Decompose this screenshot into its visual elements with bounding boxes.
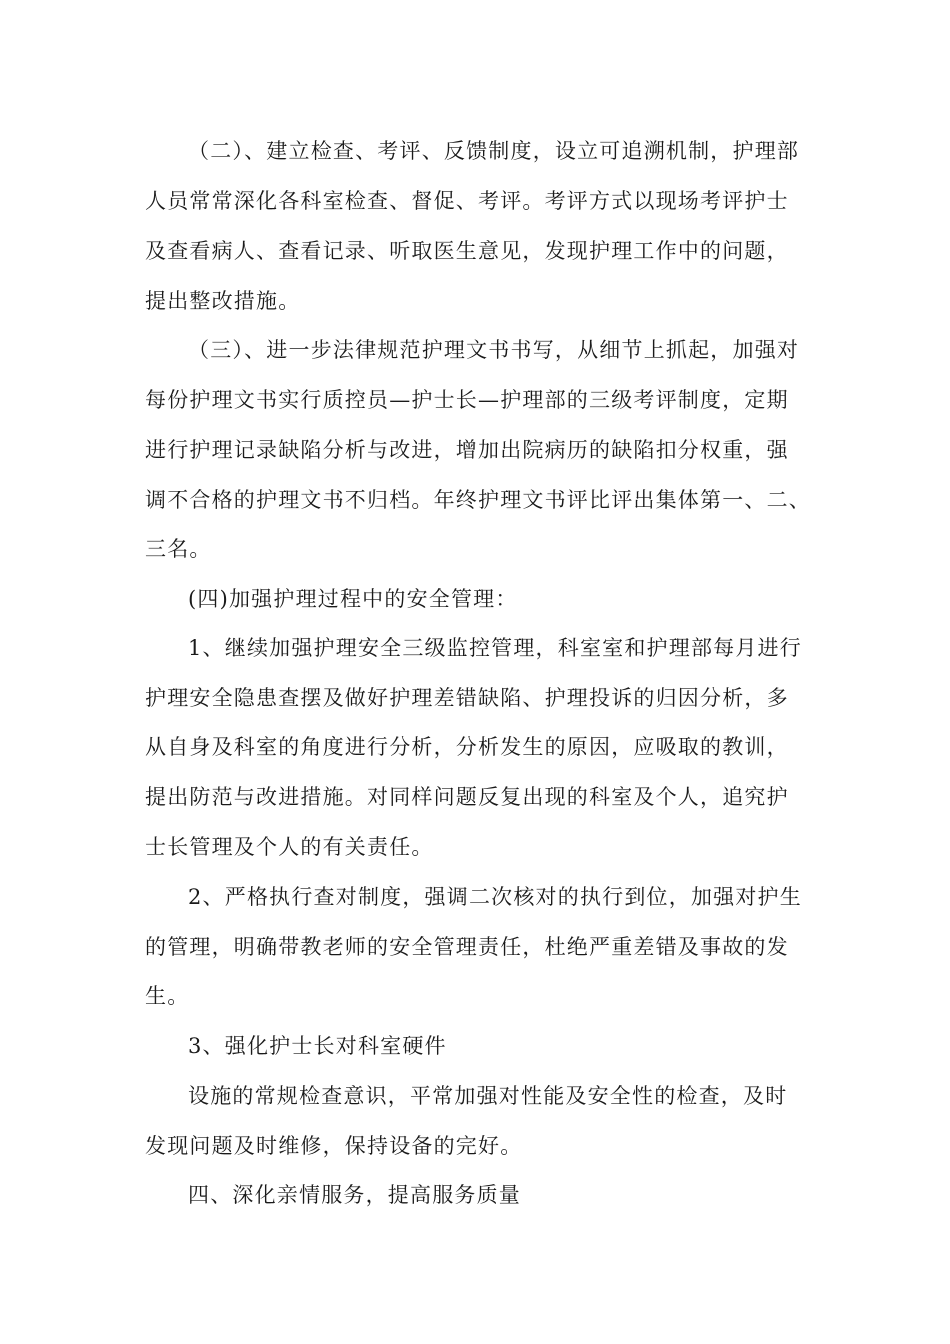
text-line: 3、强化护士长对科室硬件 [188,1034,447,1058]
text-line: 调不合格的护理文书不归档。年终护理文书评比评出集体第一、二、 [145,488,811,512]
text-line: 提出整改措施。 [145,289,301,313]
text-line: 进行护理记录缺陷分析与改进，增加出院病历的缺陷扣分权重，强 [145,438,789,462]
text-line: 士长管理及个人的有关责任。 [145,835,434,859]
text-line: 三名。 [145,537,212,561]
text-line: 发现问题及时维修，保持设备的完好。 [145,1134,523,1158]
text-line: （三）、进一步法律规范护理文书书写，从细节上抓起，加强对 [188,338,800,362]
text-line: 的管理，明确带教老师的安全管理责任，杜绝严重差错及事故的发 [145,935,789,959]
section-heading: 四、深化亲情服务，提高服务质量 [188,1183,521,1207]
text-line: 及查看病人、查看记录、听取医生意见，发现护理工作中的问题， [145,239,789,263]
text-line: （二）、建立检查、考评、反馈制度，设立可追溯机制，护理部 [188,139,800,163]
text-line: 生。 [145,984,190,1008]
text-line: 2、严格执行查对制度，强调二次核对的执行到位，加强对护生 [188,885,802,909]
text-line: 人员常常深化各科室检查、督促、考评。考评方式以现场考评护士 [145,189,789,213]
text-line: 提出防范与改进措施。对同样问题反复出现的科室及个人，追究护 [145,785,789,809]
text-line: 设施的常规检查意识，平常加强对性能及安全性的检查，及时 [188,1084,788,1108]
text-line: (四)加强护理过程中的安全管理： [188,587,518,611]
text-line: 每份护理文书实行质控员—护士长—护理部的三级考评制度，定期 [145,388,789,412]
text-line: 从自身及科室的角度进行分析，分析发生的原因，应吸取的教训， [145,735,789,759]
text-line: 护理安全隐患查摆及做好护理差错缺陷、护理投诉的归因分析，多 [145,686,789,710]
text-line: 1、继续加强护理安全三级监控管理，科室室和护理部每月进行 [188,636,802,660]
